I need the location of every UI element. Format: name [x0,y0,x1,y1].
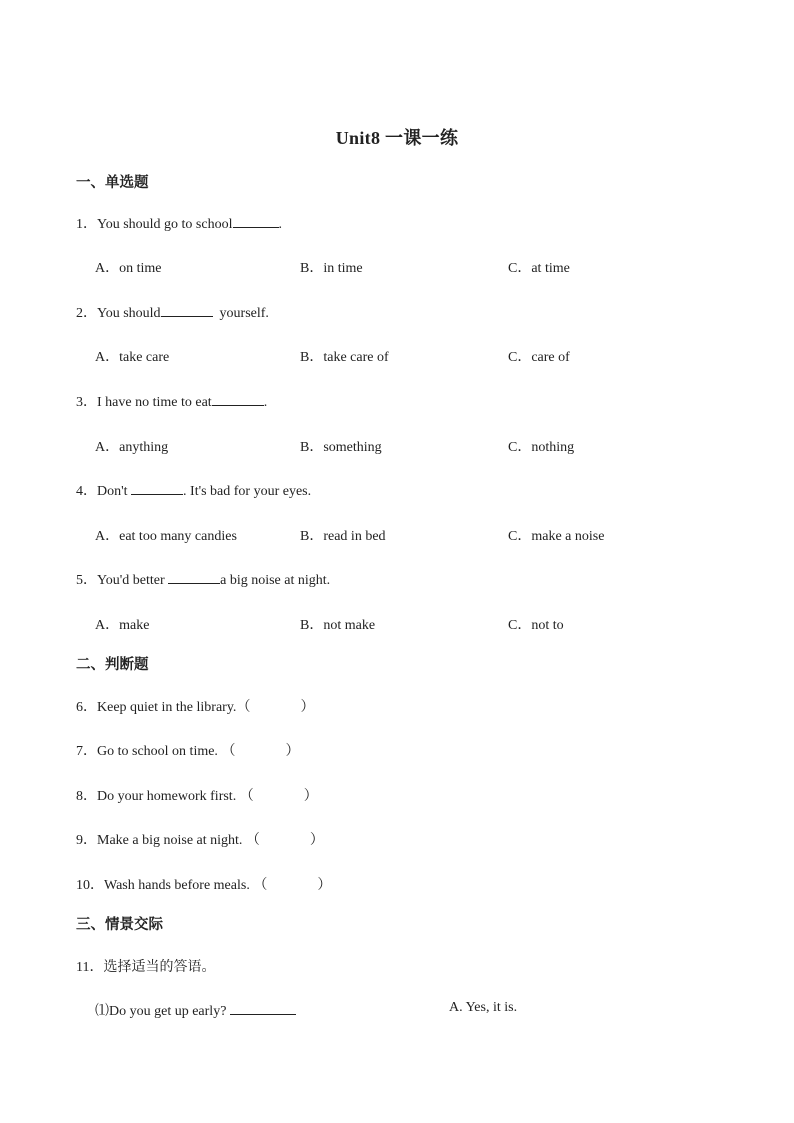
answer-blank[interactable] [161,304,213,317]
section-heading-true-false: 二、判断题 [76,657,149,673]
answer-blank[interactable] [233,215,279,228]
question-text: Don't [97,484,132,499]
question-text-tail: . [278,217,282,232]
option-b[interactable]: B．in time [300,261,363,276]
question-number: 4． [76,484,97,499]
option-c[interactable]: C．nothing [508,440,575,455]
answer-blank[interactable] [131,482,183,495]
answer-paren-close: ） [303,789,318,804]
option-c[interactable]: C．make a noise [508,529,605,544]
option-b[interactable]: B．something [300,440,382,455]
option-a[interactable]: A．on time [95,261,162,276]
section-heading-single-choice: 一、单选题 [76,175,149,191]
judge-question-10 [76,874,331,894]
question-4 [76,480,311,500]
judge-question-6 [76,696,314,716]
question-5 [76,569,330,589]
question-1 [76,213,282,233]
option-b[interactable]: B．take care of [300,350,389,365]
option-c[interactable]: C．not to [508,618,564,633]
question-text: Keep quiet in the library. [97,700,237,715]
answer-paren-open: （ [236,700,251,715]
option-b[interactable]: B．not make [300,618,376,633]
option-b[interactable]: B．read in bed [300,529,386,544]
option-a[interactable]: A．take care [95,350,170,365]
question-number: 11． [76,960,104,975]
section-heading-situational: 三、情景交际 [76,917,163,933]
judge-question-8 [76,785,318,805]
question-text: Wash hands before meals. [104,878,254,893]
answer-blank[interactable] [212,393,264,406]
question-number: 2． [76,306,97,321]
option-a[interactable]: A．make [95,618,150,633]
question-number: 7． [76,744,97,759]
question-number: 9． [76,833,97,848]
answer-blank[interactable] [230,1002,296,1015]
option-a[interactable]: A．eat too many candies [95,529,237,544]
answer-paren-open: （ [239,789,254,804]
sub-question-text: ⑴Do you get up early? [95,1004,230,1019]
question-11 [76,956,215,976]
answer-choice-a[interactable]: A. Yes, it is. [449,1000,518,1015]
answer-paren-close: ） [309,833,324,848]
answer-paren-close: ） [285,744,300,759]
option-c[interactable]: C．care of [508,350,570,365]
question-text: Make a big noise at night. [97,833,246,848]
option-c[interactable]: C．at time [508,261,570,276]
question-number: 8． [76,789,97,804]
question-text-tail: . [263,395,268,410]
question-number: 5． [76,573,97,588]
judge-question-7 [76,740,299,760]
answer-paren-close: ） [300,700,315,715]
question-text: Do your homework first. [97,789,240,804]
question-text: You'd better [97,573,169,588]
page-title: Unit8 一课一练 [335,128,459,148]
question-text-tail: . It's bad for your eyes. [183,484,312,499]
sub-question-1 [95,1000,296,1020]
question-text: I have no time to eat [97,395,212,410]
answer-paren-open: （ [245,833,260,848]
answer-paren-close: ） [317,878,332,893]
question-text: 选择适当的答语。 [103,960,216,975]
option-a[interactable]: A．anything [95,440,169,455]
question-number: 6． [76,700,97,715]
question-text: You should go to school [97,217,233,232]
answer-paren-open: （ [253,878,268,893]
question-number: 3． [76,395,97,410]
question-text: Go to school on time. [97,744,222,759]
question-text-tail: yourself. [212,306,269,321]
question-2 [76,302,269,322]
question-text-tail: a big noise at night. [220,573,331,588]
answer-blank[interactable] [168,571,220,584]
judge-question-9 [76,829,324,849]
question-number: 10． [76,878,104,893]
question-number: 1． [76,217,97,232]
question-3 [76,391,267,411]
question-text: You should [97,306,161,321]
answer-paren-open: （ [221,744,236,759]
